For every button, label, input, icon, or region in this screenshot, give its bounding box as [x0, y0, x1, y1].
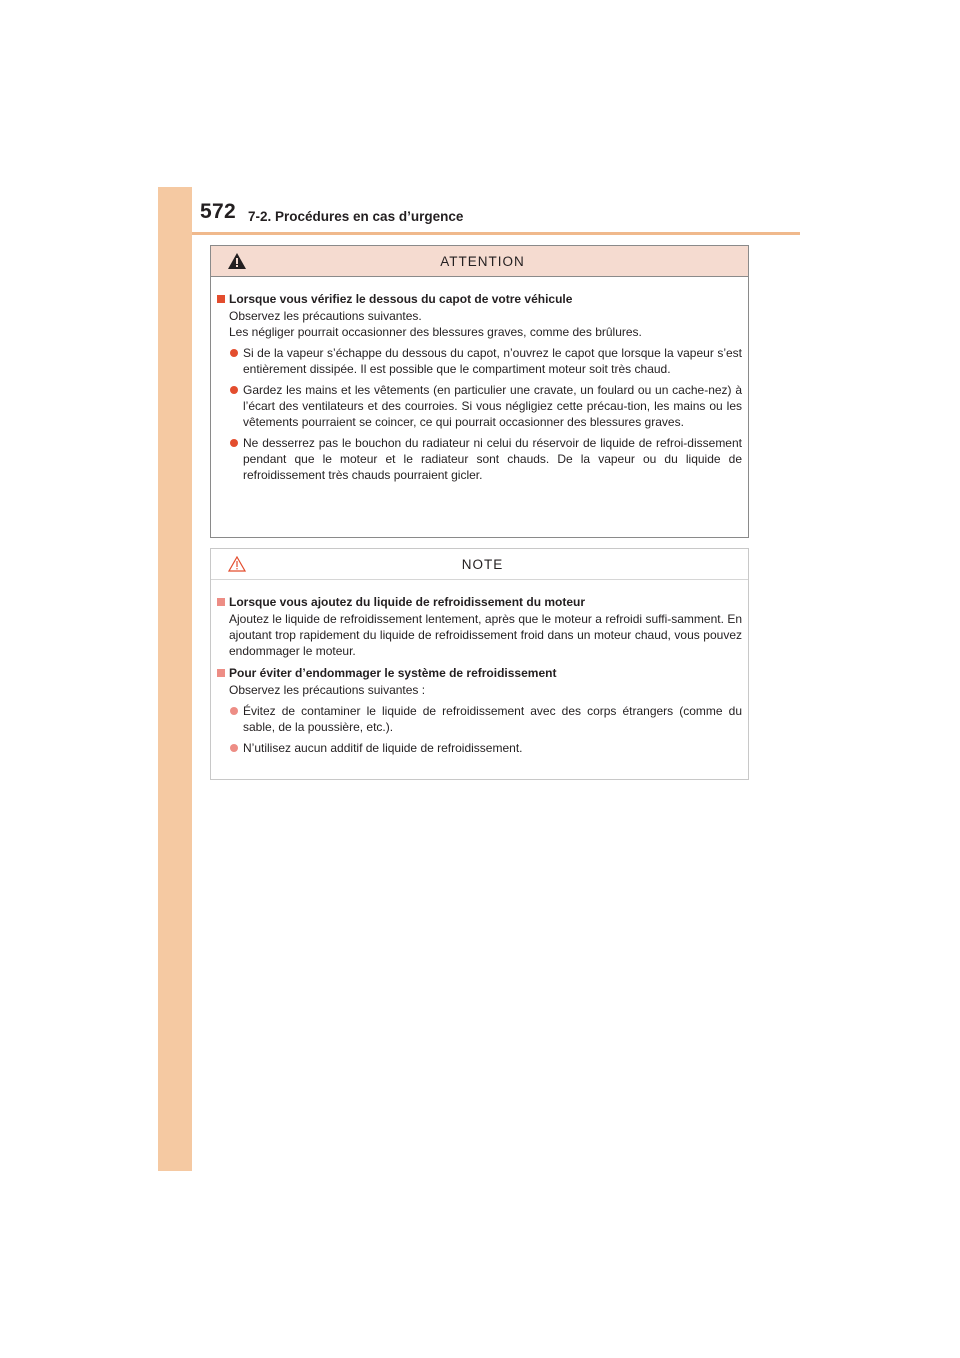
- list-item: [217, 435, 742, 483]
- note-para-1: Ajoutez le liquide de refroidissement lentement, après que le moteur a refroidi suffi-samment. En ajoutant trop rapidement du liquide de refroidissement froid dans un moteur chaud, vous pouvez endommager le moteur.: [229, 612, 742, 658]
- attention-box: [210, 245, 749, 538]
- round-bullet-icon: [230, 439, 238, 447]
- list-item-text: Si de la vapeur s’échappe du dessous du capot, n’ouvrez le capot que lorsque la vapeur s’est entièrement dissipée. Il est possible que le compartiment moteur soit très chaud.: [243, 346, 742, 376]
- list-item: [217, 703, 742, 735]
- warning-triangle-outline-icon: [228, 556, 246, 572]
- attention-heading-text: Lorsque vous vérifiez le dessous du capot de votre véhicule: [229, 292, 573, 306]
- note-header: [211, 549, 748, 580]
- note-box: [210, 548, 749, 780]
- note-heading-2: [217, 665, 742, 681]
- list-item-text: N’utilisez aucun additif de liquide de refroidissement.: [243, 741, 523, 755]
- round-bullet-icon: [230, 386, 238, 394]
- list-item-text: Ne desserrez pas le bouchon du radiateur ni celui du réservoir de liquide de refroi-dissement pendant que le moteur et le radiateur sont chauds. De la vapeur ou du liquide de refroidissement très chauds pourraient gicler.: [243, 436, 742, 482]
- list-item: [217, 740, 742, 756]
- round-bullet-icon: [230, 707, 238, 715]
- page-header: [200, 200, 800, 232]
- note-heading-1: [217, 594, 742, 610]
- note-title: NOTE: [461, 556, 504, 572]
- attention-body: [211, 277, 748, 483]
- note-body: [211, 580, 748, 756]
- round-bullet-icon: [230, 349, 238, 357]
- attention-intro-1: Observez les précautions suivantes.: [229, 309, 422, 323]
- round-bullet-icon: [230, 744, 238, 752]
- warning-triangle-icon: [228, 253, 246, 269]
- list-item: [217, 382, 742, 430]
- square-bullet-icon: [217, 295, 225, 303]
- page-number: 572: [200, 200, 236, 223]
- header-rule: [192, 232, 800, 235]
- side-strip: [158, 187, 192, 1171]
- attention-heading: [217, 291, 742, 307]
- attention-header: [211, 246, 748, 277]
- square-bullet-icon: [217, 669, 225, 677]
- attention-intro-2: Les négliger pourrait occasionner des blessures graves, comme des brûlures.: [229, 325, 642, 339]
- note-heading-2-text: Pour éviter d’endommager le système de refroidissement: [229, 666, 557, 680]
- list-item: [217, 345, 742, 377]
- note-para-2: Observez les précautions suivantes :: [229, 683, 426, 697]
- section-title: 7-2. Procédures en cas d’urgence: [248, 209, 464, 224]
- list-item-text: Évitez de contaminer le liquide de refroidissement avec des corps étrangers (comme du sable, de la poussière, etc.).: [243, 704, 742, 734]
- attention-title: ATTENTION: [440, 253, 525, 269]
- square-bullet-icon: [217, 598, 225, 606]
- list-item-text: Gardez les mains et les vêtements (en particulier une cravate, un foulard ou un cache-nez) à l’écart des ventilateurs et des courroies. Si vous négligiez cette précau-tion, les mains ou les vêtements pourraient se coincer, ce qui pourrait occasionner des blessures graves.: [243, 383, 742, 429]
- note-heading-1-text: Lorsque vous ajoutez du liquide de refroidissement du moteur: [229, 595, 586, 609]
